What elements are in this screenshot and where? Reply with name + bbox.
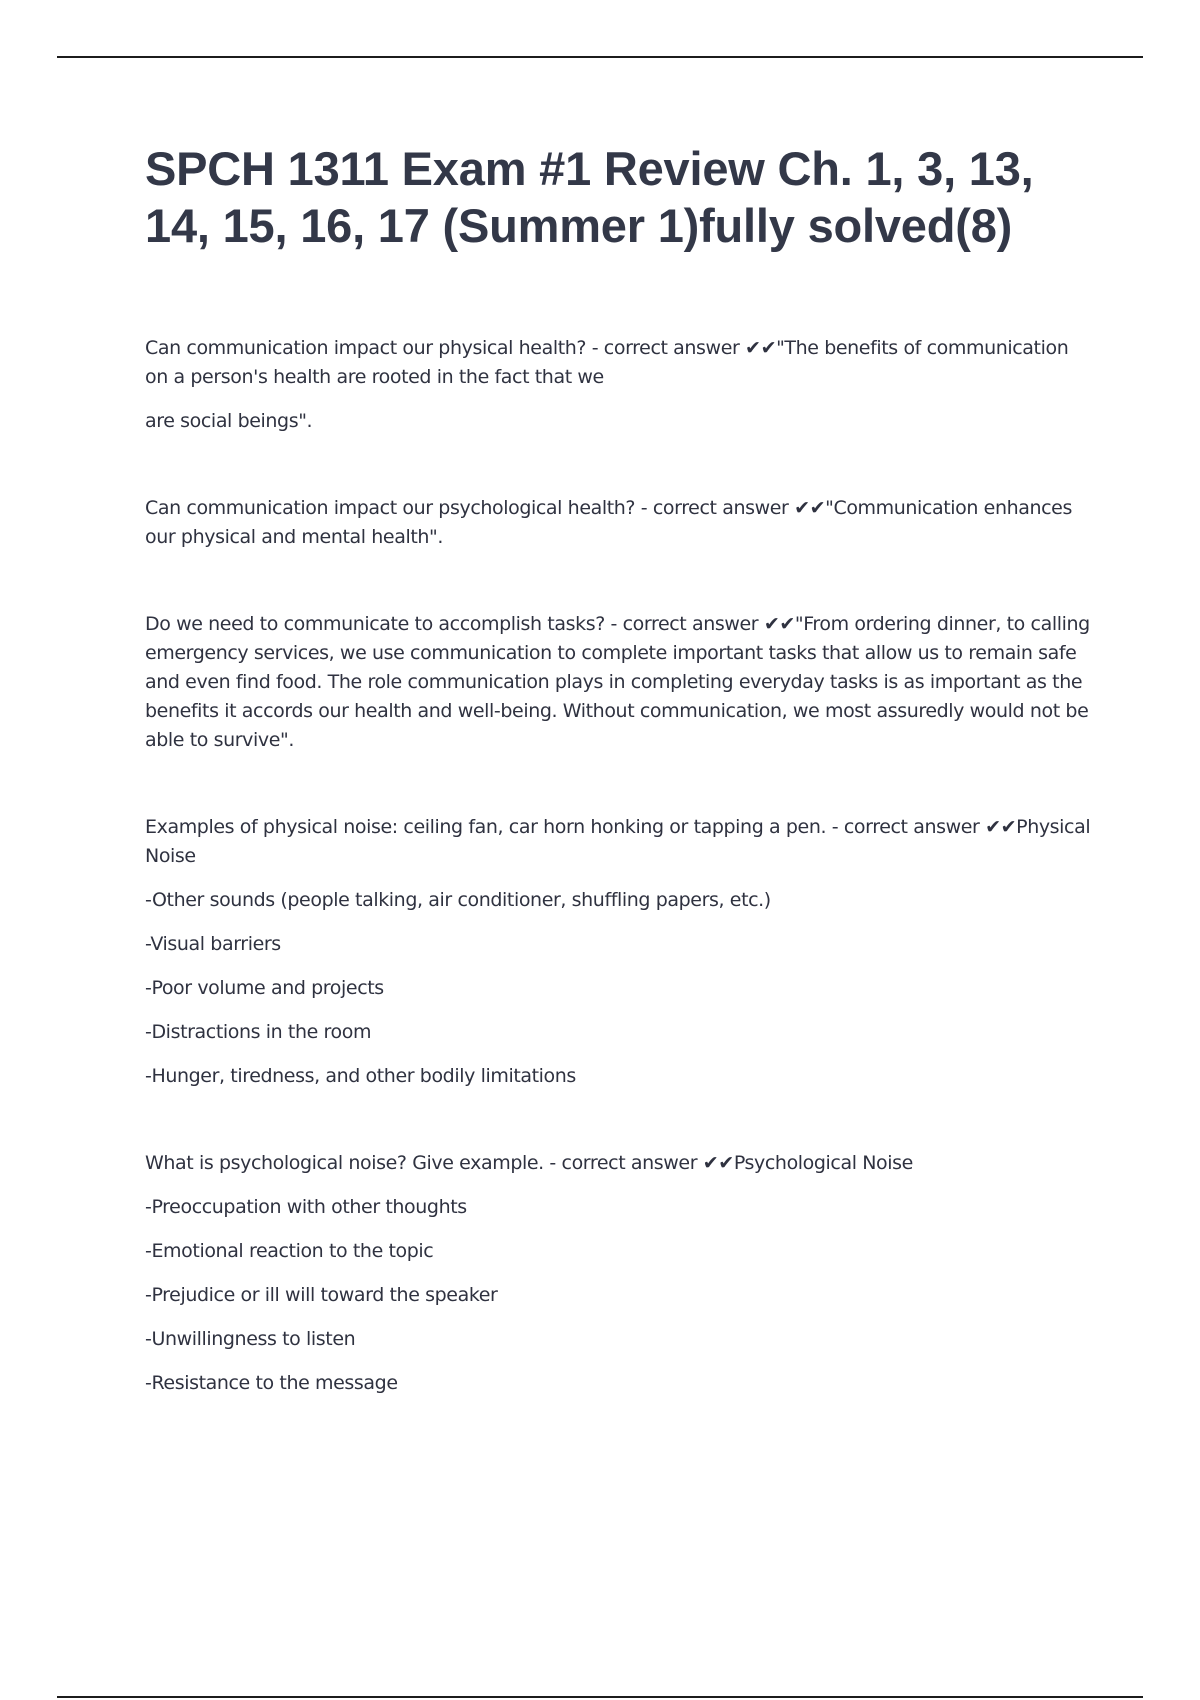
- qa-question-line: [145, 1149, 1095, 1178]
- qa-item: [145, 334, 1095, 436]
- answer-text: "The benefits of communication on a person's health are rooted in the fact that we: [145, 337, 1069, 388]
- qa-item: [145, 610, 1095, 755]
- answer-line: are social beings".: [145, 410, 313, 432]
- question-text: Can communication impact our psychological health? - correct answer: [145, 497, 789, 519]
- answer-line: -Visual barriers: [145, 933, 281, 955]
- check-mark-icon: ✔✔: [794, 497, 826, 519]
- question-text: Examples of physical noise: ceiling fan, car horn honking or tapping a pen. - correct answer: [145, 816, 980, 838]
- document-title: SPCH 1311 Exam #1 Review Ch. 1, 3, 13, 14, 15, 16, 17 (Summer 1)fully solved(8): [145, 142, 1034, 252]
- qa-question-line: [145, 813, 1095, 871]
- question-text: Do we need to communicate to accomplish tasks? - correct answer: [145, 613, 759, 635]
- answer-line: -Distractions in the room: [145, 1021, 372, 1043]
- qa-item: [145, 813, 1095, 1091]
- answer-line: -Resistance to the message: [145, 1372, 398, 1394]
- check-mark-icon: ✔✔: [985, 816, 1017, 838]
- answer-text: "From ordering dinner, to calling emergency services, we use communication to complete important tasks that allow us to remain safe and even find food. The role communication plays in completing everyday tasks is as important as the benefits it accords our health and well-being. Without communication, we most assuredly would not be able to survive".: [145, 613, 1090, 751]
- qa-item: [145, 1149, 1095, 1398]
- question-text: Can communication impact our physical health? - correct answer: [145, 337, 740, 359]
- check-mark-icon: ✔✔: [702, 1152, 734, 1174]
- answer-line: -Preoccupation with other thoughts: [145, 1196, 467, 1218]
- top-rule: [57, 56, 1143, 58]
- answer-line: -Other sounds (people talking, air conditioner, shuffling papers, etc.): [145, 889, 771, 911]
- answer-line: -Poor volume and projects: [145, 977, 384, 999]
- answer-text: Psychological Noise: [733, 1152, 913, 1174]
- check-mark-icon: ✔✔: [763, 613, 795, 635]
- qa-item: [145, 494, 1095, 552]
- check-mark-icon: ✔✔: [745, 337, 777, 359]
- answer-line: -Unwillingness to listen: [145, 1328, 356, 1350]
- qa-question-line: [145, 494, 1095, 552]
- answer-line: -Emotional reaction to the topic: [145, 1240, 434, 1262]
- answer-line: -Prejudice or ill will toward the speaker: [145, 1284, 498, 1306]
- answer-text: "Communication enhances our physical and mental health".: [145, 497, 1072, 548]
- bottom-rule: [57, 1696, 1143, 1698]
- document-page: [145, 140, 1095, 1456]
- qa-question-line: [145, 610, 1095, 755]
- answer-text: Physical Noise: [145, 816, 1091, 867]
- qa-question-line: [145, 334, 1095, 392]
- qa-list: [145, 334, 1095, 1398]
- answer-line: -Hunger, tiredness, and other bodily limitations: [145, 1065, 576, 1087]
- question-text: What is psychological noise? Give example. - correct answer: [145, 1152, 698, 1174]
